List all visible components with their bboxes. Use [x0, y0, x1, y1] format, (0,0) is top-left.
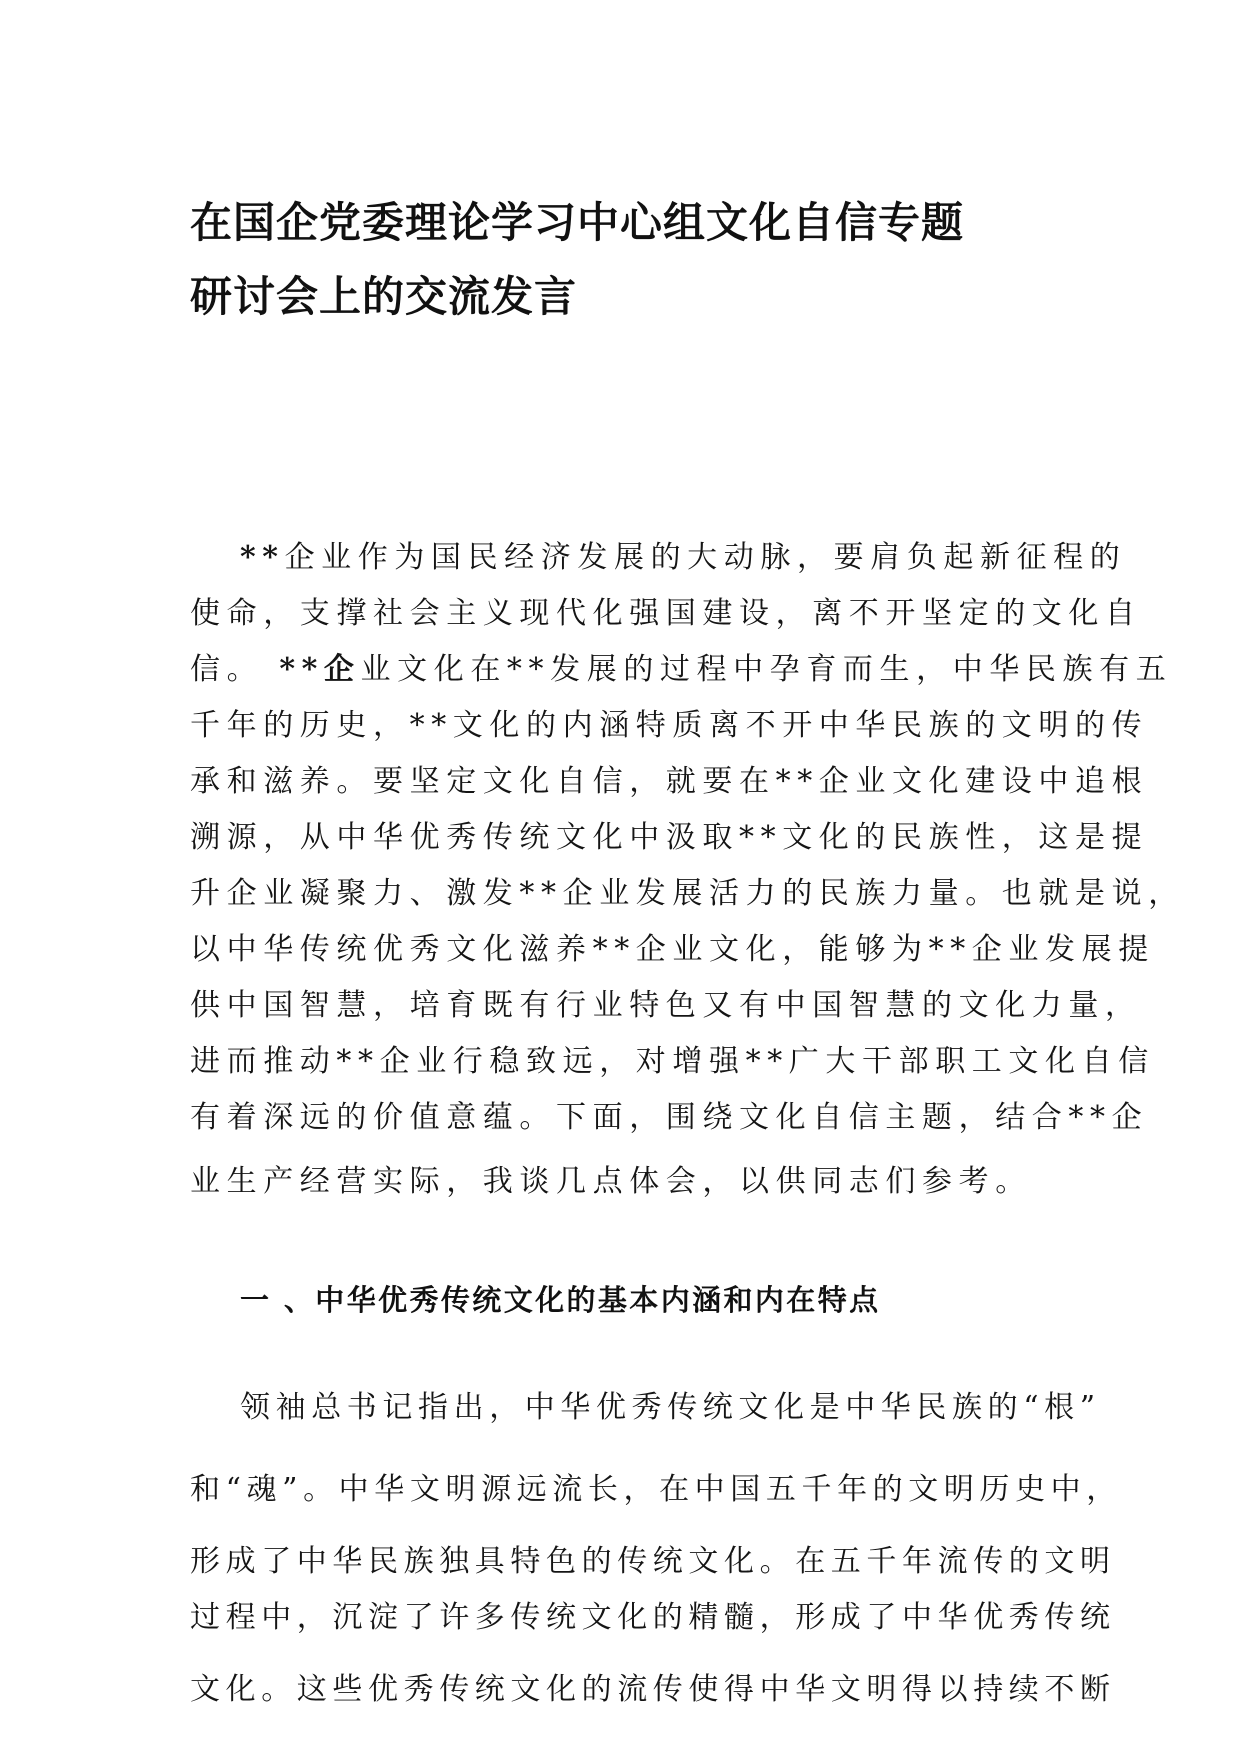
text-run: 企业作为国民经济发展的大动脉，要肩负起新征程的: [284, 540, 1127, 575]
text-run: 业文化在**发展的过程中孕育而生，中华民族有五: [360, 652, 1173, 687]
paragraph-line: 形成了中华民族独具特色的传统文化。在五千年流传的文明: [190, 1544, 1116, 1579]
title-line-1: 在国企党委理论学习中心组文化自信专题: [190, 198, 965, 247]
section-heading: 一 、中华优秀传统文化的基本内涵和内在特点: [240, 1283, 881, 1317]
paragraph-line: 进而推动**企业行稳致远，对增强**广大干部职工文化自信: [190, 1044, 1155, 1079]
bold-text: **: [240, 540, 285, 575]
paragraph-line: 溯源，从中华优秀传统文化中汲取**文化的民族性，这是提: [190, 820, 1149, 855]
paragraph-line: 和“魂”。中华文明源远流长，在中国五千年的文明历史中，: [190, 1472, 1122, 1507]
paragraph-line: 有着深远的价值意蕴。下面，围绕文化自信主题，结合**企: [190, 1100, 1149, 1135]
paragraph-line: 文化。这些优秀传统文化的流传使得中华文明得以持续不断: [190, 1672, 1116, 1707]
paragraph-line: 千年的历史，**文化的内涵特质离不开中华民族的文明的传: [190, 708, 1149, 743]
text-run: 信。: [190, 652, 280, 687]
paragraph-line: 使命，支撑社会主义现代化强国建设，离不开坚定的文化自: [190, 596, 1142, 631]
paragraph-line: 领袖总书记指出，中华优秀传统文化是中华民族的“根”: [240, 1390, 1101, 1425]
bold-text: **企: [279, 652, 361, 687]
paragraph-line: 业生产经营实际，我谈几点体会，以供同志们参考。: [190, 1164, 1032, 1199]
title-line-2: 研讨会上的交流发言: [190, 272, 578, 321]
paragraph-line: 升企业凝聚力、激发**企业发展活力的民族力量。也就是说，: [190, 876, 1185, 911]
paragraph-line: 以中华传统优秀文化滋养**企业文化，能够为**企业发展提: [190, 932, 1155, 967]
document-title: [190, 186, 1070, 334]
paragraph-line: 供中国智慧，培育既有行业特色又有中国智慧的文化力量，: [190, 988, 1142, 1023]
paragraph-line: 过程中，沉淀了许多传统文化的精髓，形成了中华优秀传统: [190, 1600, 1116, 1635]
paragraph-line: [240, 538, 1126, 578]
paragraph-line: 承和滋养。要坚定文化自信，就要在**企业文化建设中追根: [190, 764, 1149, 799]
paragraph-line: [190, 650, 1172, 690]
